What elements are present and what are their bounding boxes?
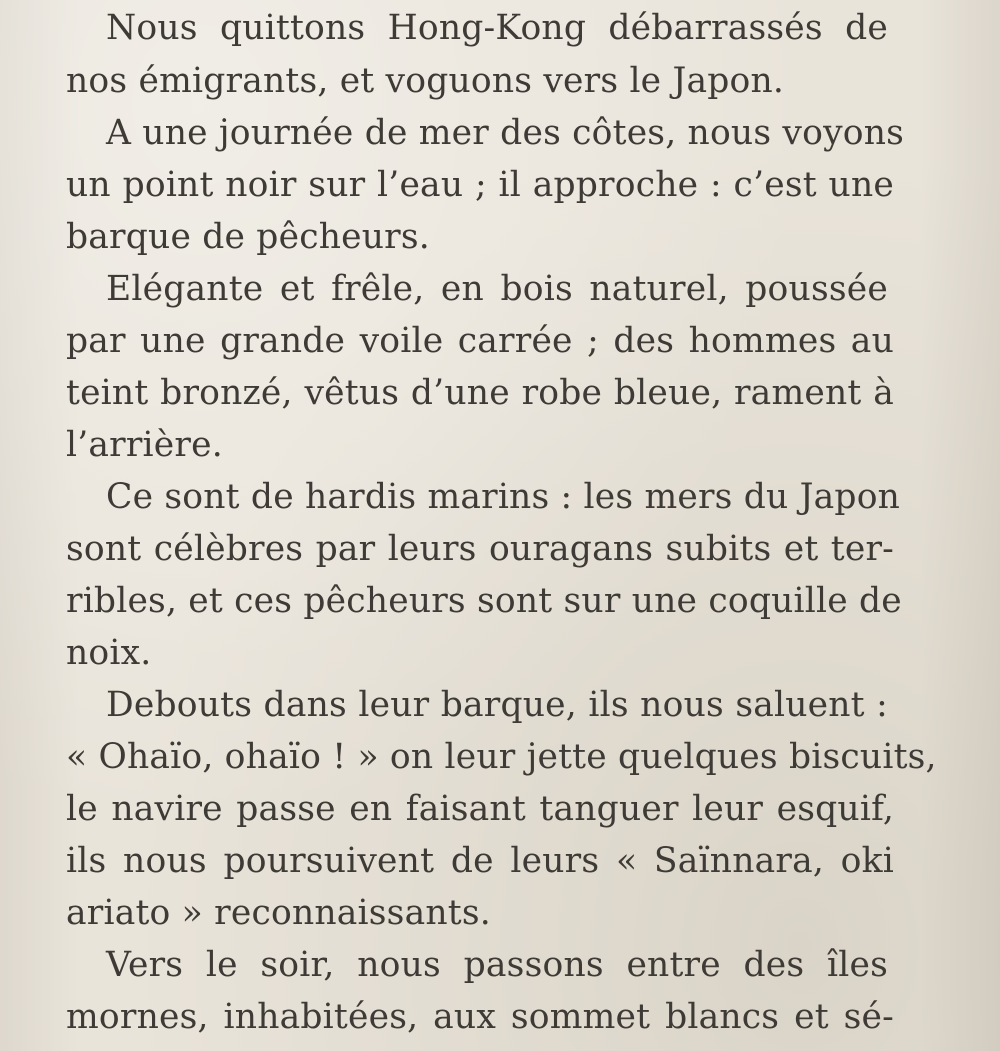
text-line: par une grande voile carrée ; des hommes au bbox=[66, 321, 894, 361]
text-line: « Ohaïo, ohaïo ! » on leur jette quelques biscuits, bbox=[66, 737, 937, 777]
text-line: sont célèbres par leurs ouragans subits et ter- bbox=[66, 529, 894, 569]
text-line: Vers le soir, nous passons entre des îles bbox=[106, 945, 888, 985]
text-line: l’arrière. bbox=[66, 425, 223, 465]
text-line: A une journée de mer des côtes, nous voyons bbox=[106, 113, 905, 153]
text-line: un point noir sur l’eau ; il approche : c’est une bbox=[66, 165, 894, 205]
text-line: ribles, et ces pêcheurs sont sur une coquille de bbox=[66, 581, 902, 621]
text-line: ariato » reconnaissants. bbox=[66, 893, 491, 933]
text-line: teint bronzé, vêtus d’une robe bleue, rament à bbox=[66, 373, 894, 413]
text-line: mornes, inhabitées, aux sommet blancs et sé- bbox=[66, 997, 894, 1037]
text-line: Elégante et frêle, en bois naturel, poussée bbox=[106, 269, 888, 309]
text-line: le navire passe en faisant tanguer leur esquif, bbox=[66, 789, 894, 829]
text-line: Ce sont de hardis marins : les mers du Japon bbox=[106, 477, 901, 517]
text-line: nos émigrants, et voguons vers le Japon. bbox=[66, 61, 785, 101]
text-line: ils nous poursuivent de leurs « Saïnnara, oki bbox=[66, 841, 894, 881]
text-line: barque de pêcheurs. bbox=[66, 217, 430, 257]
text-line: Nous quittons Hong-Kong débarrassés de bbox=[106, 8, 888, 48]
text-line: noix. bbox=[66, 633, 152, 673]
text-line: Debouts dans leur barque, ils nous saluent : bbox=[106, 685, 888, 725]
